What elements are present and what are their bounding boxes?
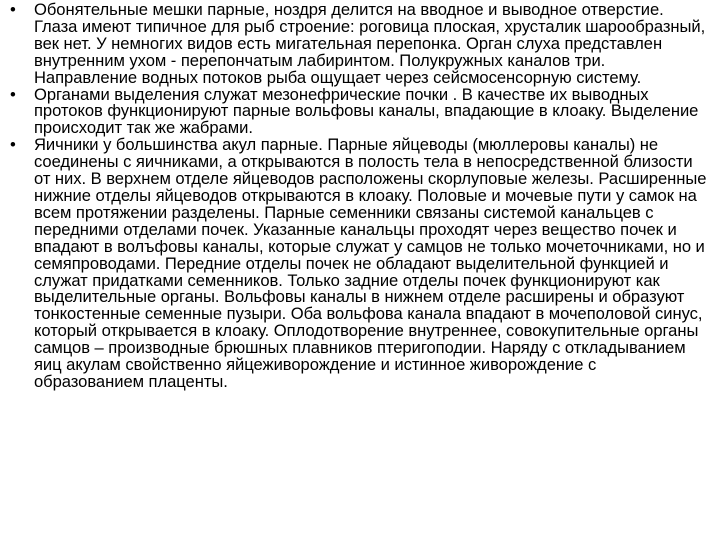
bullet-icon: • (10, 135, 16, 155)
bullet-item-senses (10, 2, 710, 87)
bullet-icon: • (10, 0, 16, 19)
bullet-item-reproduction (10, 137, 710, 391)
bullet-text: Яичники у большинства акул парные. Парные яйцеводы (мюллеровы каналы) не соединены с яичниками, а открываются в полость тела в непосредственной близости от них. В верхнем отделе яйцеводов расположены скорлуповые железы. Расширенные нижние отделы яйцеводов открываются в клоаку. Половые и мочевые пути у самок на всем протяжении разделены. Парные семенники связаны системой канальцев с передними отделами почек. Указанные канальцы проходят через вещество почек и впадают в волъфовы каналы, которые служат у самцов не только мочеточниками, но и семяпроводами. Передние отделы почек не обладают выделительной функцией и служат придатками семенников. Только задние отделы почек функционируют как выделительные органы. Вольфовы каналы в нижнем отделе расширены и образуют тонкостенные семенные пузыри. Оба вольфова канала впадают в мочеполовой синус, который открывается в клоаку. Оплодотворение внутреннее, совокупительные органы самцов – производные брюшных плавников птеригоподии. Наряду с откладыванием яиц акулам свойственно яйцеживорождение и истинное живорождение с образованием плаценты. (34, 135, 707, 391)
bullet-text: Органами выделения служат мезонефрические почки . В качестве их выводных протоков функционируют парные вольфовы каналы, впадающие в клоаку. Выделение происходит так же жабрами. (34, 84, 699, 138)
bullet-list (10, 2, 710, 391)
bullet-item-excretion (10, 84, 710, 138)
bullet-icon: • (10, 84, 16, 104)
bullet-text: Обонятельные мешки парные, ноздря делится на вводное и выводное отверстие. Глаза имеют типичное для рыб строение: роговица плоская, хрусталик шарообразный, век нет. У немногих видов есть мигательная перепонка. Орган слуха представлен внутренним ухом - перепончатым лабиринтом. Полукружных каналов три. Направление водных потоков рыба ощущает через сейсмосенсорную систему. (34, 0, 706, 87)
